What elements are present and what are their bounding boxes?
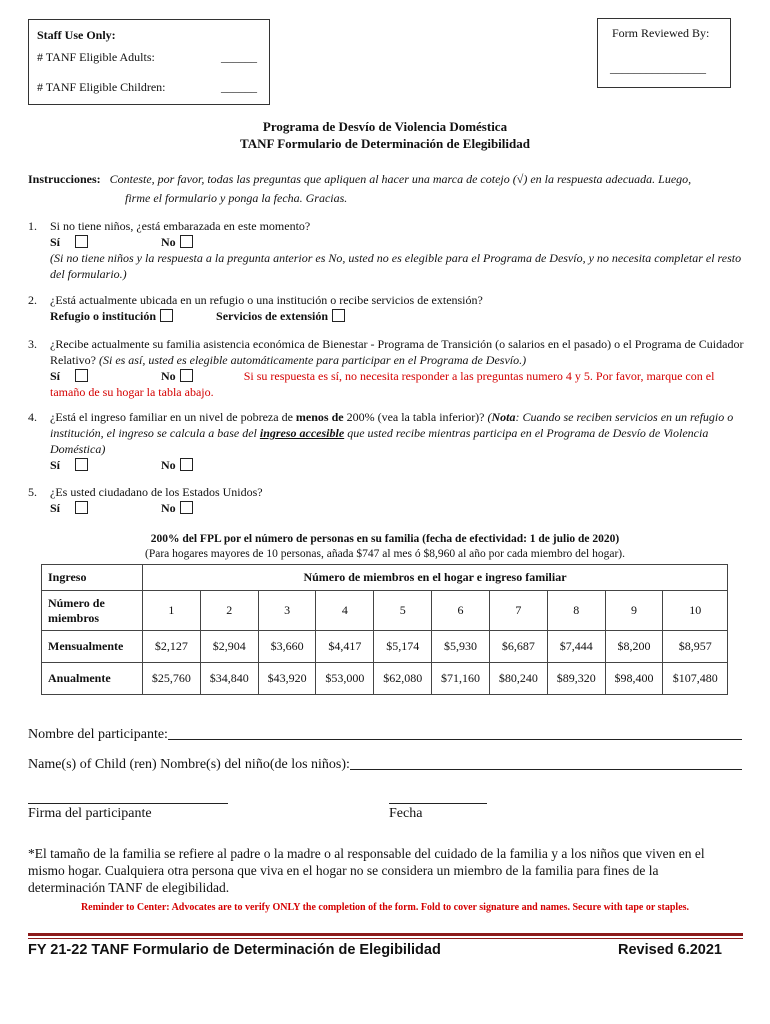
question-number: 3. bbox=[28, 337, 37, 351]
si-checkbox[interactable] bbox=[75, 501, 88, 514]
annual-cell: $107,480 bbox=[663, 663, 728, 695]
members-cell: 9 bbox=[605, 591, 663, 631]
footer-rule-thin bbox=[28, 938, 743, 939]
form-reviewed-box bbox=[597, 18, 731, 88]
question-text: ¿Recibe actualmente su familia asistencia económica de Bienestar - Programa de Transición (o salarios en el pasado) o el Programa de Cuidador Relativo? bbox=[50, 337, 744, 367]
nota-text-a: : Cuando se reciben servicios en un refugio o institución, el ingreso se calcula a base del bbox=[50, 410, 734, 440]
no-checkbox[interactable] bbox=[180, 501, 193, 514]
instructions-label: Instrucciones: bbox=[28, 172, 101, 186]
question-text-b: 200% (vea la tabla inferior)? bbox=[346, 410, 485, 424]
monthly-cell: $7,444 bbox=[547, 631, 605, 663]
annual-cell: $34,840 bbox=[200, 663, 258, 695]
header-ingreso: Ingreso bbox=[42, 565, 143, 591]
staff-use-box bbox=[28, 19, 270, 105]
monthly-cell: $4,417 bbox=[316, 631, 374, 663]
question-text: Si no tiene niños, ¿está embarazada en este momento? bbox=[50, 219, 311, 233]
question-text: ¿Está el ingreso familiar en un nivel de pobreza de bbox=[50, 410, 293, 424]
no-label: No bbox=[161, 369, 176, 383]
signature-line[interactable] bbox=[28, 803, 228, 804]
no-checkbox[interactable] bbox=[180, 369, 193, 382]
participant-name-field[interactable] bbox=[168, 727, 742, 740]
row-label-annual: Anualmente bbox=[42, 663, 143, 695]
question-5 bbox=[28, 484, 748, 516]
q3-red-note: Si su respuesta es sí, no necesita responder a las preguntas numero 4 y 5. Por favor, marque con el tamaño de su hogar la tabla abajo. bbox=[50, 369, 715, 399]
question-3 bbox=[28, 336, 748, 400]
members-cell: 6 bbox=[432, 591, 490, 631]
refugio-checkbox[interactable] bbox=[160, 309, 173, 322]
annual-cell: $98,400 bbox=[605, 663, 663, 695]
question-text-italic: (Si es así, usted es elegible automáticamente para participar en el Programa de Desvío.) bbox=[98, 353, 527, 367]
members-cell: 10 bbox=[663, 591, 728, 631]
question-note: (Si no tiene niños y la respuesta a la pregunta anterior es No, usted no es elegible para el Programa de Desvío, y no necesita completar el resto del formulario.) bbox=[50, 251, 742, 281]
members-cell: 8 bbox=[547, 591, 605, 631]
question-number: 2. bbox=[28, 293, 37, 307]
members-cell: 7 bbox=[489, 591, 547, 631]
servicios-label: Servicios de extensión bbox=[216, 309, 329, 323]
question-number: 4. bbox=[28, 410, 37, 424]
tanf-eligible-children-field[interactable]: ______ bbox=[221, 80, 257, 94]
form-reviewed-label: Form Reviewed By: bbox=[612, 26, 710, 40]
annual-cell: $80,240 bbox=[489, 663, 547, 695]
monthly-cell: $5,930 bbox=[432, 631, 490, 663]
monthly-cell: $2,127 bbox=[143, 631, 201, 663]
no-checkbox[interactable] bbox=[180, 458, 193, 471]
monthly-cell: $8,957 bbox=[663, 631, 728, 663]
child-names-label: Name(s) of Child (ren) Nombre(s) del niño(de los niños): bbox=[28, 757, 350, 772]
tanf-eligible-children-label: # TANF Eligible Children: bbox=[37, 80, 166, 94]
staff-use-title: Staff Use Only: bbox=[37, 28, 116, 42]
annual-cell: $71,160 bbox=[432, 663, 490, 695]
footnote: *El tamaño de la familia se refiere al padre o la madre o al responsable del cuidado de la familia y a los niños que viven en el mismo hogar. Cualquiera otra persona que viva en el hogar no se considera un miembro de la familia para fines de la determinación TANF de elegibilidad. bbox=[28, 846, 705, 895]
no-label: No bbox=[161, 501, 176, 515]
servicios-checkbox[interactable] bbox=[332, 309, 345, 322]
fpl-title: 200% del FPL por el número de personas en su familia (fecha de efectividad: 1 de julio de 2020) bbox=[150, 533, 620, 545]
child-names-row bbox=[28, 757, 742, 773]
participant-name-row bbox=[28, 727, 742, 743]
row-label-monthly: Mensualmente bbox=[42, 631, 143, 663]
page-subtitle: TANF Formulario de Determinación de Elegibilidad bbox=[240, 136, 530, 151]
reminder: Reminder to Center: Advocates are to verify ONLY the completion of the form. Fold to cover signature and names. Secure with tape or staples. bbox=[80, 902, 690, 913]
monthly-cell: $5,174 bbox=[374, 631, 432, 663]
si-checkbox[interactable] bbox=[75, 235, 88, 248]
annual-cell: $62,080 bbox=[374, 663, 432, 695]
question-text-bold: menos de bbox=[295, 410, 344, 424]
annual-cell: $89,320 bbox=[547, 663, 605, 695]
footer-title: FY 21-22 TANF Formulario de Determinación de Elegibilidad bbox=[28, 942, 441, 958]
date-line[interactable] bbox=[389, 803, 487, 804]
monthly-cell: $8,200 bbox=[605, 631, 663, 663]
question-2 bbox=[28, 292, 748, 324]
no-label: No bbox=[161, 458, 176, 472]
no-checkbox[interactable] bbox=[180, 235, 193, 248]
instructions-text-1: Conteste, por favor, todas las preguntas que apliquen al hacer una marca de cotejo (√) en la respuesta adecuada. Luego, bbox=[109, 172, 692, 186]
monthly-cell: $2,904 bbox=[200, 631, 258, 663]
monthly-cell: $3,660 bbox=[258, 631, 316, 663]
question-1 bbox=[28, 218, 748, 282]
monthly-cell: $6,687 bbox=[489, 631, 547, 663]
si-checkbox[interactable] bbox=[75, 369, 88, 382]
members-cell: 2 bbox=[200, 591, 258, 631]
members-cell: 3 bbox=[258, 591, 316, 631]
annual-cell: $43,920 bbox=[258, 663, 316, 695]
no-label: No bbox=[161, 235, 176, 249]
question-text: ¿Está actualmente ubicada en un refugio o una institución o recibe servicios de extensión? bbox=[50, 293, 483, 307]
row-label-members: Número de miembros bbox=[42, 591, 143, 631]
si-label: Sí bbox=[50, 235, 61, 249]
nota-label: Nota bbox=[491, 410, 516, 424]
footer-rule bbox=[28, 933, 743, 936]
si-checkbox[interactable] bbox=[75, 458, 88, 471]
si-label: Sí bbox=[50, 501, 61, 515]
annual-cell: $25,760 bbox=[143, 663, 201, 695]
tanf-eligible-adults-field[interactable]: ______ bbox=[221, 50, 257, 64]
members-cell: 1 bbox=[143, 591, 201, 631]
question-number: 5. bbox=[28, 485, 37, 499]
question-4: 4. ¿Está el ingreso familiar en un nivel de pobreza de menos de 200% (vea la tabla inferior)? (Nota: Cuando se reciben servicios en un refugio o institución, el ingreso se calcula a base del ingreso accesible que usted recibe mientras participa en el Programa de Desvío de Violencia Doméstica) Sí No bbox=[28, 410, 734, 472]
fpl-subtitle: (Para hogares mayores de 10 personas, añada $747 al mes ó $8,960 al año por cada miembro del hogar). bbox=[145, 548, 625, 560]
date-label: Fecha bbox=[389, 806, 423, 821]
members-cell: 5 bbox=[374, 591, 432, 631]
tanf-eligible-adults-label: # TANF Eligible Adults: bbox=[37, 50, 155, 64]
participant-name-label: Nombre del participante: bbox=[28, 727, 168, 742]
nota-text-b: que usted recibe mientras participa en el Programa de Desvío de Violencia Doméstica) bbox=[50, 426, 709, 456]
nota-bold: ingreso accesible bbox=[259, 426, 345, 440]
form-reviewed-field[interactable]: ________________ bbox=[610, 61, 706, 75]
question-text: ¿Es usted ciudadano de los Estados Unidos? bbox=[50, 485, 263, 499]
child-names-field[interactable] bbox=[350, 757, 742, 770]
question-number: 1. bbox=[28, 219, 37, 233]
instructions-text-2: firme el formulario y ponga la fecha. Gracias. bbox=[125, 191, 348, 205]
members-cell: 4 bbox=[316, 591, 374, 631]
refugio-label: Refugio o institución bbox=[50, 309, 157, 323]
annual-cell: $53,000 bbox=[316, 663, 374, 695]
signature-label: Firma del participante bbox=[28, 806, 152, 821]
instructions bbox=[28, 170, 748, 208]
footer-revised: Revised 6.2021 bbox=[618, 942, 722, 958]
page-title: Programa de Desvío de Violencia Doméstica bbox=[262, 119, 508, 134]
si-label: Sí bbox=[50, 369, 61, 383]
si-label: Sí bbox=[50, 458, 61, 472]
header-members-income: Número de miembros en el hogar e ingreso familiar bbox=[143, 565, 728, 591]
fpl-table bbox=[41, 564, 728, 695]
